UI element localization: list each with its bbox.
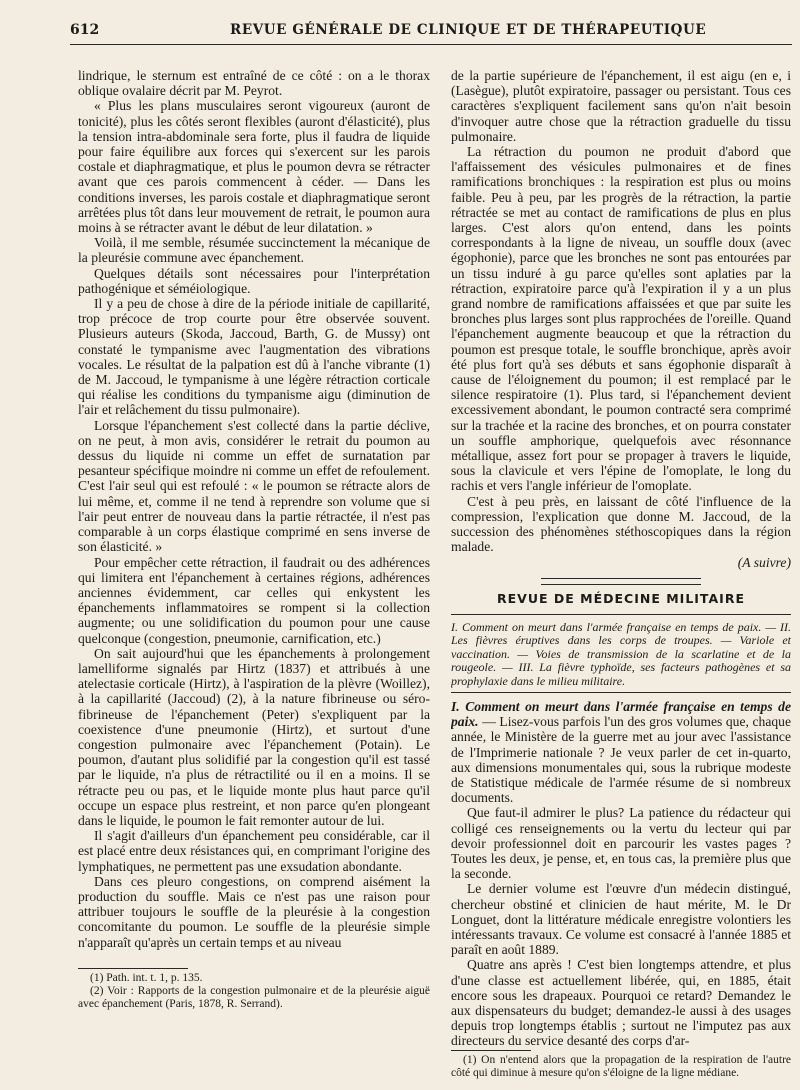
- paragraph: Il y a peu de chose à dire de la période initiale de capillarité, trop précoce de trop courte pour être observée souvent. Plusieurs auteurs (Skoda, Jaccoud, Barth, G. de Mussy) ont constaté le tympanisme avec l'augmentation des vibrations vocales. Le résultat de la palpation est dû à l'anche vibrante (1) de M. Jaccoud, le tympanisme à une légère rétraction corticale qui réalise les conditions du tympanisme aigu (diminution de l'air et relâchement du tissu pulmonaire).: [78, 296, 430, 418]
- paragraph: Que faut-il admirer le plus? La patience du rédacteur qui colligé ces renseignements ou la vertu du lecteur qui par devoir professionnel doit en parcourir les vastes pages ? Toutes les deux, je pense, et, en tous cas, la première plus que la seconde.: [451, 805, 791, 882]
- paragraph: Lorsque l'épanchement s'est collecté dans la partie déclive, on ne peut, à mon avis, considérer le retrait du poumon au dessus du liquide ni comme un effet de surnatation par pesanteur spécifique moindre ni comme un effet de refoulement. C'est l'air seul qui est refoulé : « le poumon se rétracte alors de lui même, et, comme il ne tend à reprendre son volume que si l'air peut entrer de nouveau dans la partie rétractée, il n'est pas comparable à un corps élastique comprimé en sens inverse de son élasticité. »: [78, 417, 430, 555]
- left-footnotes: [78, 968, 430, 1078]
- right-footnotes: [451, 1050, 791, 1084]
- paragraph: « Plus les plans musculaires seront vigoureux (auront de tonicité), plus les côtés seront flexibles (auront d'élasticité), plus la tension intra-abdominale sera forte, plus il faudra de liquide pour faire équilibre aux forces qui s'exercent sur les parois costale et diaphragmatique, et plus le poumon devra se rétracter avant que ces parois commencent à céder. — Dans les conditions inverses, les parois costale et diaphragmatique seront arrêtées plus tôt dans leur mouvement de retrait, le poumon aura moins à se rétracter avant le début de leur dilatation. »: [78, 98, 430, 236]
- paragraph: Quelques détails sont nécessaires pour l'interprétation pathogénique et séméiologique.: [78, 265, 430, 296]
- subsection-heading: I. Comment on meurt dans l'armée française en temps de paix.: [451, 698, 791, 730]
- paragraph: Quatre ans après ! C'est bien longtemps attendre, et plus d'une classe est actuellement libérée, qui, en 1885, était encore sous les drapeaux. Pourquoi ce retard? Demandez le aux dispensateurs du budget; demandez-le aussi à des usages depuis trop longtemps établis ; surtout ne l'imputez pas aux directeurs du service desanté des corps d'ar-: [451, 957, 791, 1049]
- left-column: [78, 68, 430, 965]
- paragraph: C'est à peu près, en laissant de côté l'influence de la compression, l'explication que donne M. Jaccoud, de la succession des phénomènes stéthoscopiques dans la région malade.: [451, 493, 791, 555]
- footnote: (1) Path. int. t. 1, p. 135.: [90, 972, 203, 984]
- paragraph: de la partie supérieure de l'épanchement, il est aigu (en e, i (Lasègue), plutôt expiratoire, passager ou persistant. Tous ces caractères s'expliquent facilement sans qu'on n'ait besoin d'invoquer autre chose que la rétraction graduelle du tissu pulmonaire.: [451, 68, 791, 144]
- footnote: (2) Voir : Rapports de la congestion pulmonaire et de la pleurésie aiguë avec épanchement (Paris, 1878, R. Serrand).: [78, 985, 430, 1010]
- page-number: 612: [70, 22, 100, 38]
- right-column: [451, 68, 791, 1058]
- running-title: REVUE GÉNÉRALE DE CLINIQUE ET DE THÉRAPEUTIQUE: [230, 22, 707, 38]
- section-title: REVUE DE MÉDECINE MILITAIRE: [497, 590, 745, 606]
- paragraph: Le dernier volume est l'œuvre d'un médecin distingué, chercheur obstiné et clinicien de haut mérite, M. le Dr Longuet, dont la littérature médicale enregistre volontiers les intéressants travaux. Ce volume est consacré à l'année 1885 et paraît en août 1889.: [451, 881, 791, 958]
- paragraph: Pour empêcher cette rétraction, il faudrait ou des adhérences qui limitera ent l'épanchement à certaines régions, adhérences anciennes évidemment, car celles qui enkystent les épanchements inflammatoires se rompent si la collection augmente; ou une solidification du poumon pour une cause quelconque (congestion, pneumonie, carnification, etc.): [78, 554, 430, 646]
- page-header: [70, 18, 792, 45]
- paragraph: — Lisez-vous parfois l'un des gros volumes que, chaque année, le Ministère de la guerre met au jour avec l'assistance de l'Imprimerie nationale ? Je veux parler de cet in-quarto, aux dimensions monumentales qui, sous la rubrique modeste de Statistique médicale de l'armée résume de si nombreux documents.: [451, 714, 791, 806]
- footnote-rule: [451, 1050, 531, 1051]
- paragraph: Voilà, il me semble, résumée succinctement la mécanique de la pleurésie commune avec épanchement.: [78, 235, 430, 266]
- section-divider: [541, 578, 701, 585]
- section-title-rule: [451, 614, 791, 615]
- paragraph: La rétraction du poumon ne produit d'abord que l'affaissement des vésicules pulmonaires et de fines ramifications bronchiques : la respiration est plus ou moins faible. Peu à peu, par les progrès de la rétraction, la partie rétractée se met au contact de ramifications de plus en plus larges. C'est alors qu'on entend, dans les points correspondants à la ligne de niveau, un souffle doux (avec égophonie), parce que les bronches ne sont pas entourées par un tissu induré à gu parce qu'elles sont aplaties par la rétraction, expiratoire parce qu'à l'expiration il y a un plus grand nombre de ramifications affaissées et que par suite les bronches plus larges sont plus rapprochées de l'oreille. Quand l'épanchement augmente beaucoup et que la rétraction du poumon est presque totale, le souffle bronchique, après avoir été plus fort qu'à ses débuts et sans égophonie disparaît à cause de l'éloignement du poumon; il est remplacé par le silence respiratoire (1). Plus tard, si l'épanchement devient excessivement abondant, le poumon contracté sera comprimé sur la trachée et la racine des bronches, et on pourra constater un souffle amphorique, quelquefois avec résonnance métallique, assez fort pour se propager à travers le liquide, sous la clavicule et vers l'épine de l'omoplate, le long du rachis et vers l'angle inférieur de l'omoplate.: [451, 144, 791, 494]
- to-be-continued: (A suivre): [737, 554, 791, 570]
- paragraph: lindrique, le sternum est entraîné de ce côté : on a le thorax oblique ovalaire décrit par M. Peyrot.: [78, 68, 430, 99]
- paragraph: On sait aujourd'hui que les épanchements à prolongement lamelliforme signalés par Hirtz (1837) et attribués à une atelectasie corticale (Hirtz), à l'aspiration de la plèvre (Woillez), à la capillarité (Jaccoud) (2), à la nature fibrineuse ou séro-fibrineuse de l'épanchement (Peter) s'expliquent par la coexistence d'une pneumonie (Hirtz), et surtout d'une congestion pulmonaire avec l'épanchement (Potain). Le poumon, d'autant plus solidifié par la congestion qu'il est tassé par le liquide, n'a plus de rétractilité ou il en a moins. Il se rétracte peu ou pas, et le liquide monte plus haut parce qu'il occupe un espace plus restreint, et non parce qu'en plongeant dans le liquide, le poumon le fait remonter autour de lui.: [78, 645, 430, 828]
- footnote: (1) On n'entend alors que la propagation de la respiration de l'autre côté qui diminue à mesure qu'on s'éloigne de la ligne médiane.: [451, 1054, 791, 1079]
- summary-rule: [451, 692, 791, 693]
- section-summary: I. Comment on meurt dans l'armée française en temps de paix. — II. Les fièvres éruptives dans les corps de troupes. — Variole et vaccination. — Voies de transmission de la scarlatine et de la rougeole. — III. La fièvre typhoïde, ses facteurs pathogènes et sa prophylaxie dans le milieu militaire.: [451, 619, 791, 688]
- footnote-rule: [78, 968, 188, 969]
- paragraph: Il s'agit d'ailleurs d'un épanchement peu considérable, car il est placé entre deux résistances qui, en comprimant l'origine des lymphatiques, ne permettent pas une exsudation abondante.: [78, 828, 430, 874]
- paragraph: Dans ces pleuro congestions, on comprend aisément la production du souffle. Mais ce n'est pas une raison pour attribuer toujours le souffle de la pleurésie à la congestion concomitante du poumon. Le souffle de la pleurésie simple n'apparaît qu'après un certain temps et au niveau: [78, 873, 430, 950]
